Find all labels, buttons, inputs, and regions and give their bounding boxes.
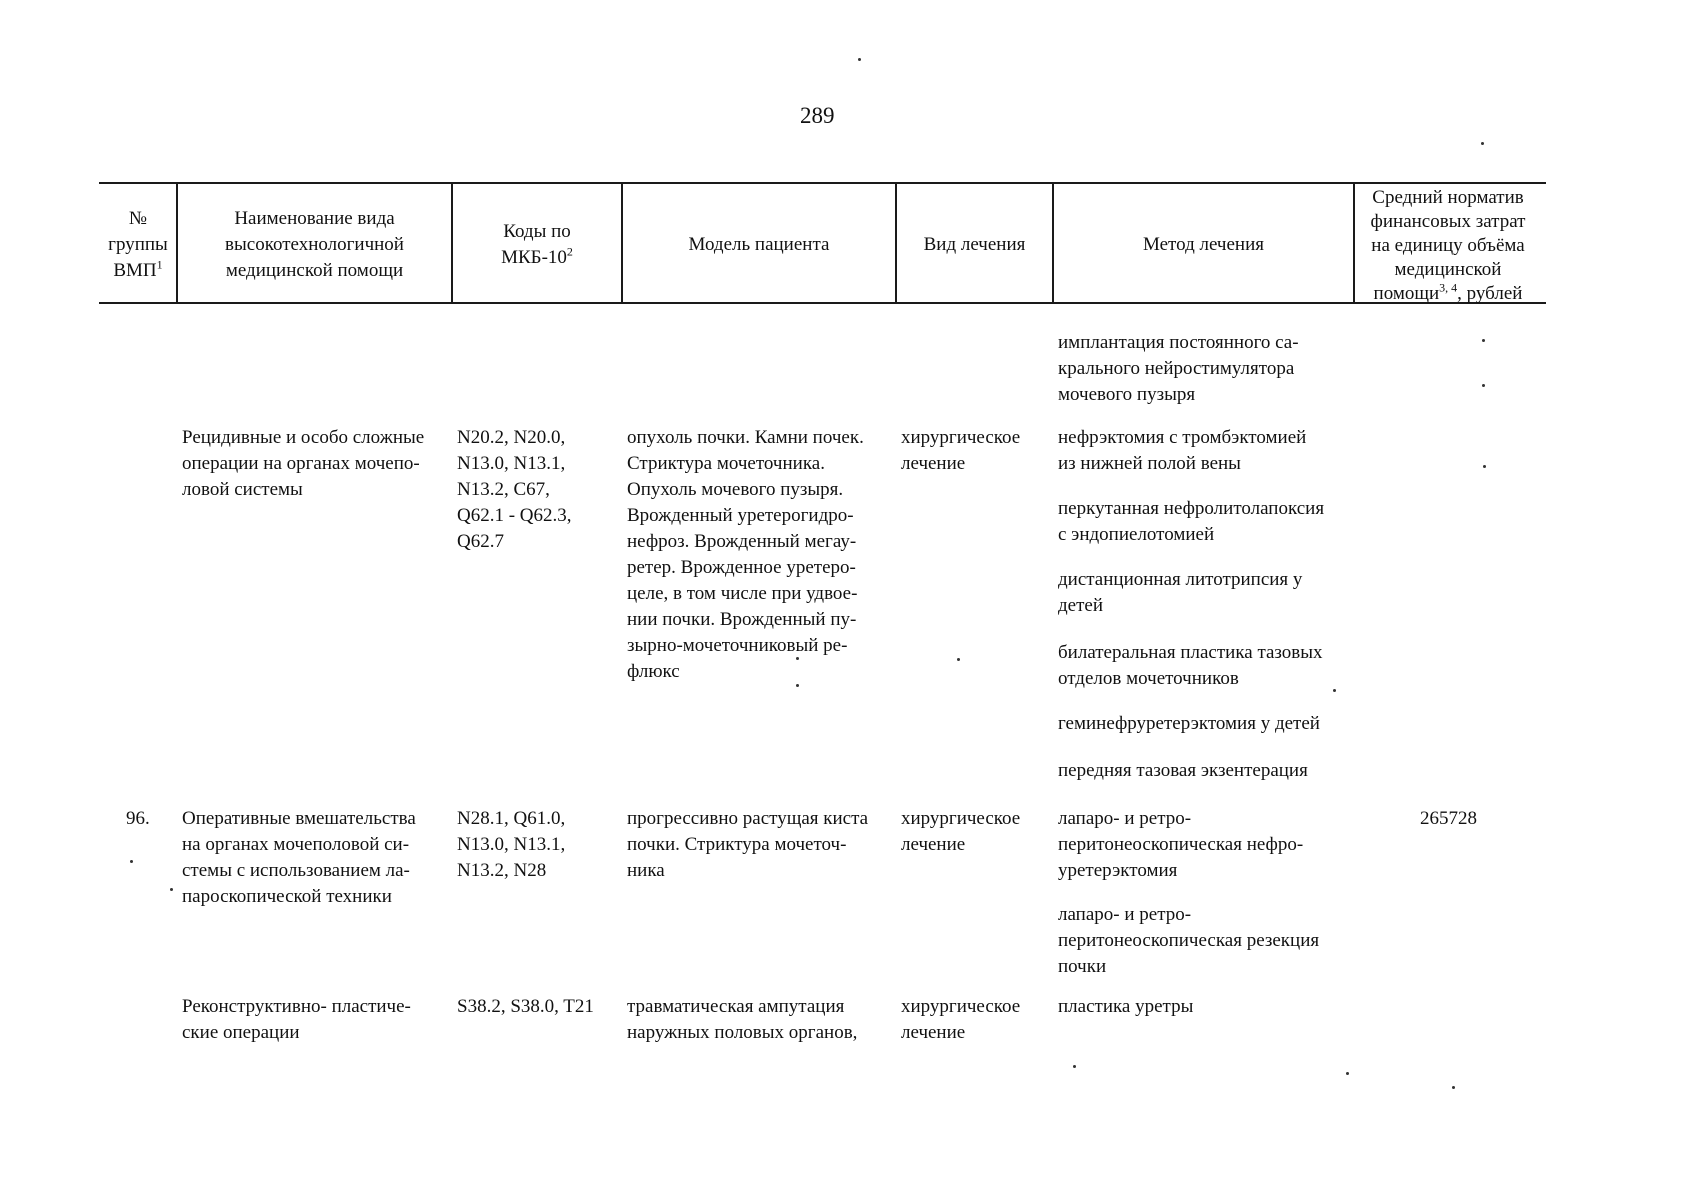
scan-speck [1452,1086,1455,1089]
scan-speck [170,888,173,891]
scan-speck [796,684,799,687]
scan-speck [957,658,960,661]
scan-speck [1073,1065,1076,1068]
cost-cell: 265728 [1420,808,1477,829]
care-name-cell: Оперативные вмешательства на органах мочеполовой си- стемы с использованием ла- пароскопической техники [182,808,416,907]
method-cell: дистанционная литотрипсия у детей [1058,569,1303,616]
care-name-cell: Рецидивные и особо сложные операции на органах мочепо- ловой системы [182,427,425,500]
header-patient-model: Модель пациента [688,234,830,255]
group-number-cell: 96. [126,808,150,829]
scan-speck [1346,1072,1349,1075]
scan-speck [130,860,133,863]
header-group-number: № группы ВМП$^1$ [108,208,168,281]
icd-codes-cell: N28.1, Q61.0, N13.0, N13.1, N13.2, N28 [457,808,566,881]
scan-speck [1482,339,1485,342]
patient-model-cell: прогрессивно растущая киста почки. Стриктура мочеточ- ника [627,808,869,881]
method-cell: пластика уретры [1058,996,1194,1017]
icd-codes-cell: S38.2, S38.0, T21 [457,996,594,1017]
treatment-type-cell: хирургическое лечение [901,996,1021,1043]
patient-model-cell: травматическая ампутация наружных половых органов, [627,996,858,1043]
method-cell: имплантация постоянного са- крального нейростимулятора мочевого пузыря [1058,332,1299,405]
method-cell: геминефруретерэктомия у детей [1058,713,1320,734]
treatment-type-cell: хирургическое лечение [901,427,1021,474]
page-number: 289 [800,103,835,128]
method-cell: лапаро- и ретро- перитонеоскопическая резекция почки [1058,904,1320,977]
care-name-cell: Реконструктивно- пластиче- ские операции [182,996,411,1043]
header-treatment-method: Метод лечения [1142,234,1264,255]
treatment-type-cell: хирургическое лечение [901,808,1021,855]
method-cell: нефрэктомия с тромбэктомией из нижней полой вены [1058,427,1307,474]
method-cell: билатеральная пластика тазовых отделов мочеточников [1058,642,1323,689]
header-treatment-type: Вид лечения [923,234,1026,255]
header-icd-codes: Коды по МКБ-$10^2$ [501,221,573,268]
icd-codes-cell: N20.2, N20.0, N13.0, N13.1, N13.2, C67, Q62.1 - Q62.3, Q62.7 [457,427,572,552]
scan-speck [1481,142,1484,145]
table-top-border [99,182,1546,184]
header-bottom-border [99,302,1546,304]
header-average-cost: Средний норматив финансовых затрат на единицу объёма медицинской помощи$^{3, 4}$, рублей [1370,187,1526,304]
method-cell: перкутанная нефролитолапоксия с эндопиелотомией [1058,498,1325,545]
scan-speck [858,58,861,61]
scan-speck [1483,465,1486,468]
patient-model-cell: опухоль почки. Камни почек. Стриктура мочеточника. Опухоль мочевого пузыря. Врожденный уретерогидро- нефроз. Врожденный мегау- ретер. Врожденное уретеро- целе, в том числе при удвое- нии почки. Врожденный пу- зырно-мочеточниковый ре- флюкс [627,427,864,682]
scan-speck [796,657,799,660]
method-cell: лапаро- и ретро- перитонеоскопическая нефро- уретерэктомия [1058,808,1304,881]
method-cell: передняя тазовая экзентерация [1058,760,1308,781]
scan-speck [1482,384,1485,387]
scan-speck [1333,689,1336,692]
header-care-type-name: Наименование вида высокотехнологичной медицинской помощи [225,208,404,281]
